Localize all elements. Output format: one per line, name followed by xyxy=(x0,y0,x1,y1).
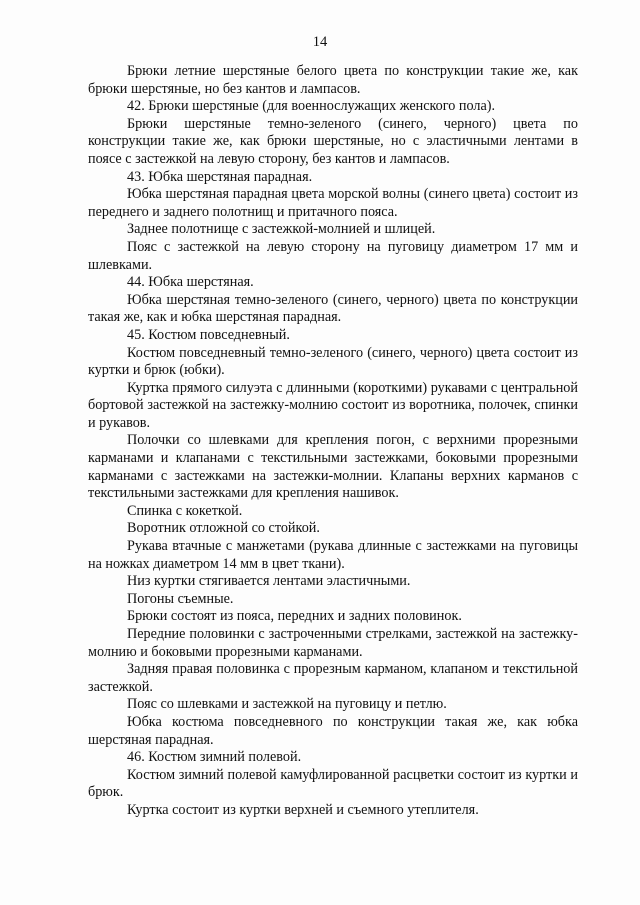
paragraph: Пояс со шлевками и застежкой на пуговицу и петлю. xyxy=(127,696,447,713)
paragraph: Брюки шерстяные темно-зеленого (синего, черного) цвета по конструкции такие же, как брюки шерстяные, но с эластичными лентами в поясе с застежкой на левую сторону, без кантов и лампасов. xyxy=(88,115,578,167)
paragraph: Погоны съемные. xyxy=(127,590,234,607)
paragraph: Костюм зимний полевой камуфлированной расцветки состоит из куртки и брюк. xyxy=(88,766,578,801)
paragraph: Куртка состоит из куртки верхней и съемного утеплителя. xyxy=(127,801,479,818)
document-body xyxy=(88,63,578,820)
paragraph: Спинка с кокеткой. xyxy=(127,502,243,519)
section-heading: 45. Костюм повседневный. xyxy=(127,326,290,343)
paragraph: Юбка шерстяная парадная цвета морской волны (синего цвета) состоит из переднего и заднего полотнищ и притачного пояса. xyxy=(88,186,578,220)
paragraph: Полочки со шлевками для крепления погон, с верхними прорезными карманами и клапанами с текстильными застежками, боковыми прорезными карманами с застежками на застежки-молнии. Клапаны верхних карманов с текстильными застежками для крепления нашивок. xyxy=(88,432,578,502)
paragraph: Низ куртки стягивается лентами эластичными. xyxy=(127,573,411,590)
section-heading: 43. Юбка шерстяная парадная. xyxy=(127,168,313,185)
paragraph: Куртка прямого силуэта с длинными (короткими) рукавами с центральной бортовой застежкой на застежку-молнию состоит из воротника, полочек, спинки и рукавов. xyxy=(88,379,578,431)
section-heading: 42. Брюки шерстяные (для военнослужащих женского пола). xyxy=(127,98,496,115)
paragraph: Воротник отложной со стойкой. xyxy=(127,520,320,537)
paragraph: Рукава втачные с манжетами (рукава длинные с застежками на пуговицы на ножках диаметром 14 мм в цвет ткани). xyxy=(88,538,578,572)
paragraph: Пояс с застежкой на левую сторону на пуговицу диаметром 17 мм и шлевками. xyxy=(88,238,578,273)
section-heading: 44. Юбка шерстяная. xyxy=(127,274,254,291)
paragraph: Брюки состоят из пояса, передних и задних половинок. xyxy=(127,608,462,625)
paragraph: Костюм повседневный темно-зеленого (синего, черного) цвета состоит из куртки и брюк (юбки). xyxy=(88,344,578,379)
page-number: 14 xyxy=(312,34,328,50)
section-heading: 46. Костюм зимний полевой. xyxy=(127,749,302,766)
paragraph: Передние половинки с застроченными стрелками, застежкой на застежку-молнию и боковыми прорезными карманами. xyxy=(88,626,578,660)
paragraph: Заднее полотнище с застежкой-молнией и шлицей. xyxy=(127,221,436,238)
paragraph: Юбка шерстяная темно-зеленого (синего, черного) цвета по конструкции такая же, как и юбка шерстяная парадная. xyxy=(88,291,578,326)
paragraph: Задняя правая половинка с прорезным карманом, клапаном и текстильной застежкой. xyxy=(88,661,578,695)
paragraph: Брюки летние шерстяные белого цвета по конструкции такие же, как брюки шерстяные, но без кантов и лампасов. xyxy=(88,63,578,97)
paragraph: Юбка костюма повседневного по конструкции такая же, как юбка шерстяная парадная. xyxy=(88,713,578,748)
